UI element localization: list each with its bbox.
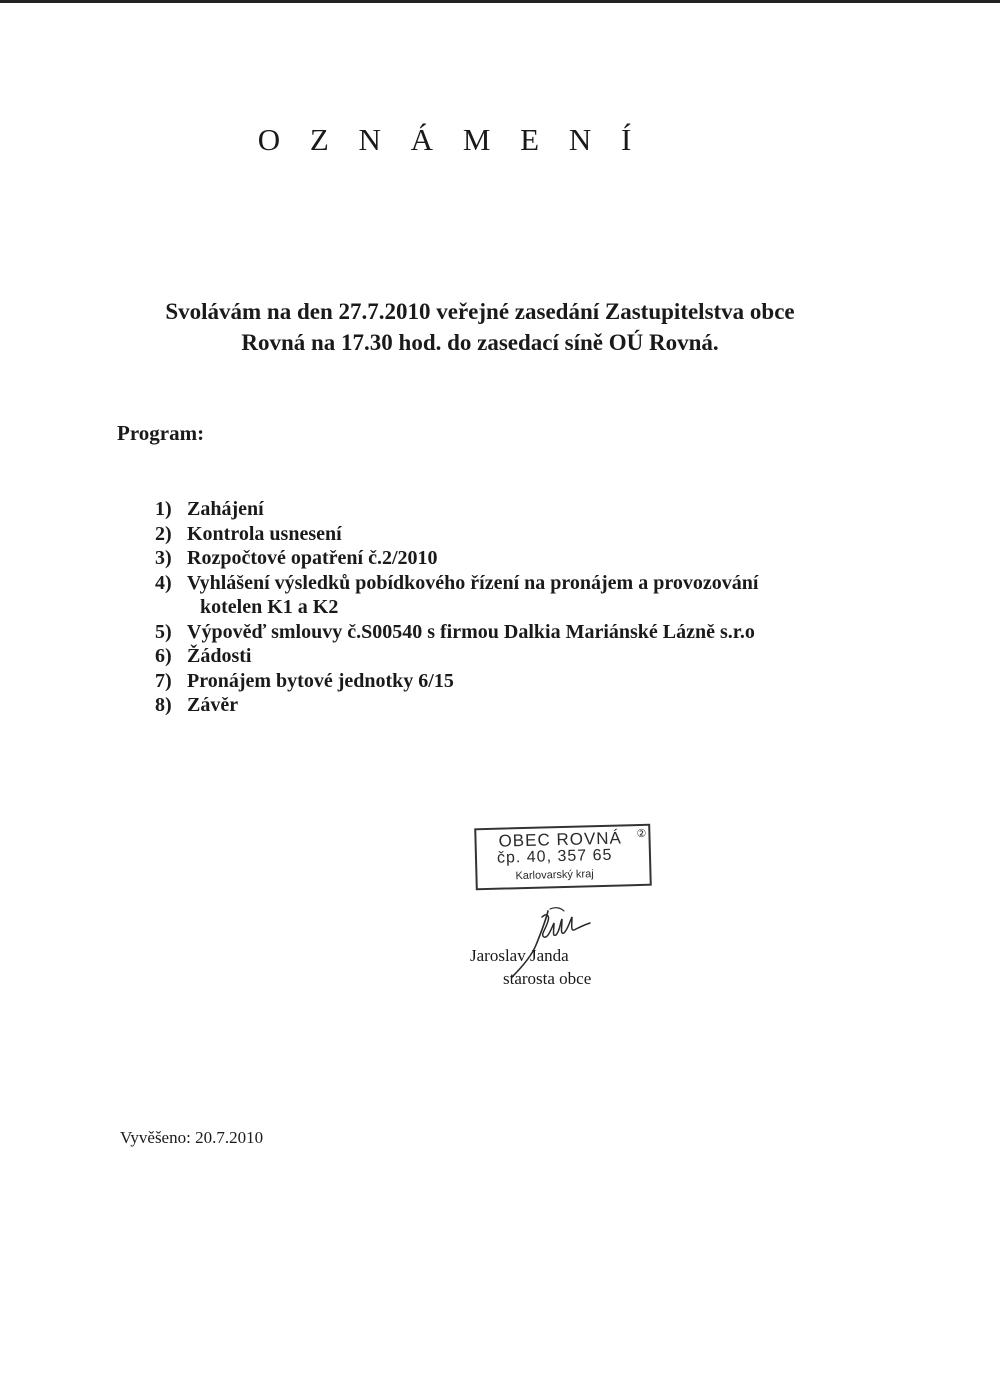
program-item — [155, 497, 875, 522]
program-heading: Program: — [117, 421, 205, 445]
program-list — [155, 497, 875, 718]
program-item-text: Pronájem bytové jednotky 6/15 — [187, 669, 454, 692]
program-item-text: Zahájení — [187, 498, 264, 520]
stamp-line-1: OBEC ROVNÁ — [498, 828, 623, 851]
scan-top-edge — [0, 0, 1000, 3]
municipal-stamp — [474, 824, 652, 891]
announcement-line-1: Svolávám na den 27.7.2010 veřejné zasedání Zastupitelstva obce — [165, 299, 795, 324]
stamp-line-2: čp. 40, 357 65 — [496, 846, 613, 867]
program-item-text: Žádosti — [187, 645, 252, 667]
program-item-number: 8) — [155, 694, 172, 716]
program-item-number: 1) — [155, 498, 172, 520]
posted-date: Vyvěšeno: 20.7.2010 — [120, 1128, 264, 1147]
signer-name: Jaroslav Janda — [470, 946, 569, 965]
program-item-continuation — [155, 595, 875, 620]
program-item-number: 5) — [155, 620, 172, 643]
program-item-text: Výpověď smlouvy č.S00540 s firmou Dalkia Mariánské Lázně s.r.o — [187, 620, 755, 643]
program-item-text: Rozpočtové opatření č.2/2010 — [187, 547, 438, 569]
program-item-text: Závěr — [187, 694, 239, 716]
program-item-text: kotelen K1 a K2 — [200, 596, 339, 618]
program-item — [155, 546, 875, 571]
announcement-text — [100, 296, 860, 358]
announcement-line-2: Rovná na 17.30 hod. do zasedací síně OÚ Rovná. — [241, 330, 719, 355]
signer-role: starosta obce — [503, 969, 592, 988]
stamp-mark: ② — [636, 827, 647, 841]
document-title: O Z N Á M E N Í — [257, 122, 643, 157]
program-item-number: 4) — [155, 571, 172, 594]
program-item — [155, 669, 875, 694]
program-item-number: 2) — [155, 522, 172, 545]
program-item-text: Vyhlášení výsledků pobídkového řízení na pronájem a provozování — [187, 571, 759, 594]
program-item-number: 3) — [155, 547, 172, 569]
program-item — [155, 693, 875, 718]
program-item-number: 6) — [155, 645, 172, 667]
program-item-number: 7) — [155, 669, 172, 692]
program-item — [155, 571, 875, 596]
stamp-line-3: Karlovarský kraj — [515, 868, 594, 883]
program-item — [155, 620, 875, 645]
program-item — [155, 522, 875, 547]
program-item — [155, 644, 875, 669]
program-item-text: Kontrola usnesení — [187, 522, 342, 545]
